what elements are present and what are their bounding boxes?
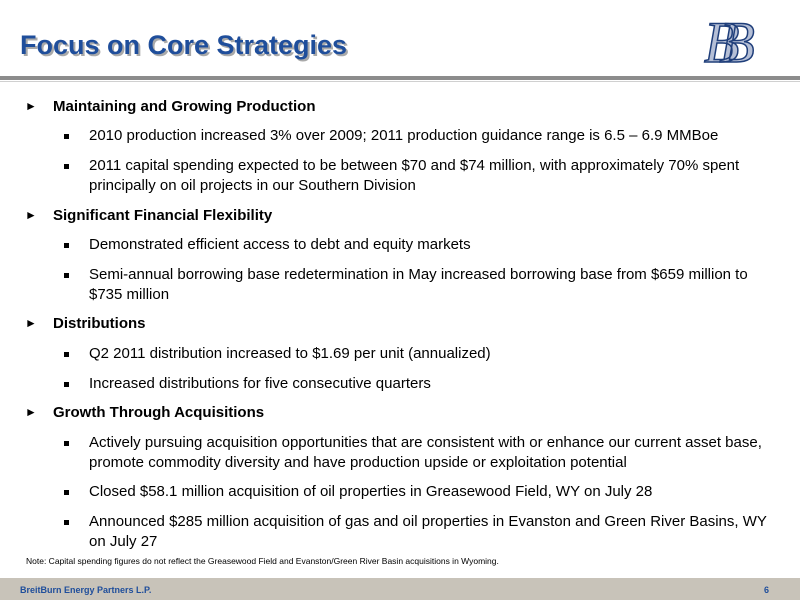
section-heading: Growth Through Acquisitions [53,404,265,421]
section-heading: Maintaining and Growing Production [53,98,316,115]
bullet-item: 2011 capital spending expected to be between $70 and $74 million, with approximately 70% spent principally on oil projects in our Southern Division [89,157,740,194]
page-number: 6 [764,585,770,595]
square-bullet-icon [64,520,69,525]
bullet-item: Q2 2011 distribution increased to $1.69 per unit (annualized) [89,345,491,362]
square-bullet-icon [64,490,69,495]
right-triangle-icon: ► [25,208,37,222]
right-triangle-icon: ► [25,405,37,419]
square-bullet-icon [64,273,69,278]
footer-company: BreitBurn Energy Partners L.P. [20,585,152,595]
bullet-item: Actively pursuing acquisition opportunities that are consistent with or enhance our current asset base, promote commodity diversity and have production upside or exploitation potential [89,434,762,471]
square-bullet-icon [64,382,69,387]
section-heading: Significant Financial Flexibility [53,207,273,224]
bullet-item: Increased distributions for five consecutive quarters [89,375,431,392]
section-heading: Distributions [53,315,146,332]
slide-title: Focus on Core Strategies [20,30,348,60]
square-bullet-icon [64,164,69,169]
bullet-item: 2010 production increased 3% over 2009; 2011 production guidance range is 6.5 – 6.9 MMBoe [89,127,719,144]
right-triangle-icon: ► [25,316,37,330]
logo-letters: BB [704,10,735,72]
bullet-item: Closed $58.1 million acquisition of oil properties in Greasewood Field, WY on July 28 [89,483,653,500]
square-bullet-icon [64,134,69,139]
square-bullet-icon [64,352,69,357]
square-bullet-icon [64,441,69,446]
right-triangle-icon: ► [25,99,37,113]
square-bullet-icon [64,243,69,248]
footnote: Note: Capital spending figures do not reflect the Greasewood Field and Evanston/Green River Basin acquisitions in Wyoming. [26,556,499,566]
bullet-item: Semi-annual borrowing base redetermination in May increased borrowing base from $659 million to $735 million [89,266,748,303]
breitburn-logo [698,8,784,72]
bullet-item: Demonstrated efficient access to debt and equity markets [89,236,471,253]
title-divider-thin [0,81,800,82]
bullet-item: Announced $285 million acquisition of gas and oil properties in Evanston and Green River Basins, WY on July 27 [89,513,767,550]
title-divider [0,76,800,80]
